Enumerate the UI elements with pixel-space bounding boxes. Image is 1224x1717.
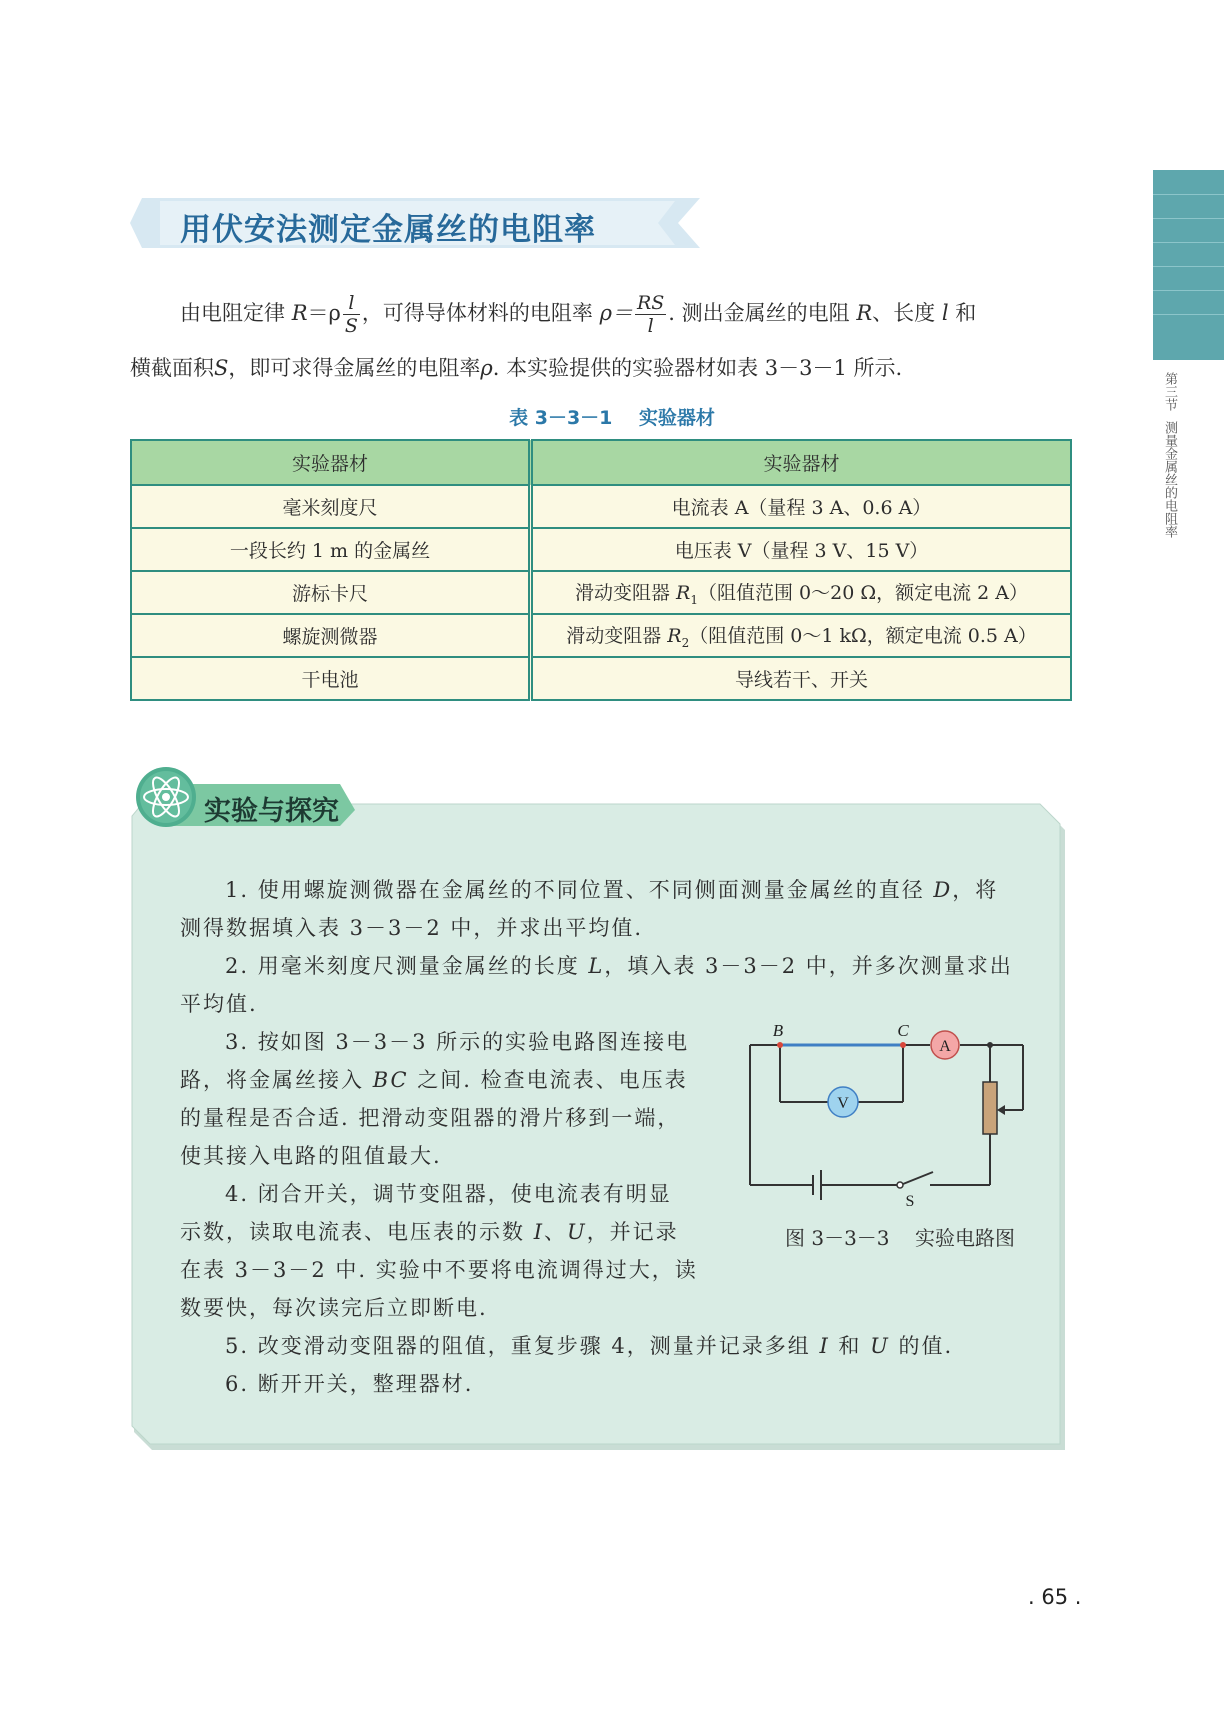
voltmeter-label: V	[837, 1095, 849, 1112]
node-label-B: B	[772, 1021, 784, 1040]
step-4-line-1: 4. 闭合开关，调节变阻器，使电流表有明显	[225, 1182, 672, 1206]
step-2-line-1: 2. 用毫米刻度尺测量金属丝的长度 L，填入表 3－3－2 中，并多次测量求出	[225, 954, 1013, 978]
ammeter-label: A	[939, 1038, 951, 1055]
table-row	[131, 528, 1071, 571]
table-header-cell: 实验器材	[531, 440, 1072, 485]
table-header-row	[131, 440, 1071, 485]
equipment-table	[130, 439, 1072, 701]
side-tab-text	[1157, 372, 1181, 538]
step-3-line-4: 使其接入电路的阻值最大.	[180, 1144, 442, 1168]
step-6: 6. 断开开关，整理器材.	[225, 1372, 474, 1396]
intro-line-1: 由电阻定律 R＝ρ $\frac{l}{S}$ ，可得导体材料的电阻率 ρ＝ $\frac{RS}{l}$ . 测出金属丝的电阻 R、长度 l 和	[180, 292, 977, 337]
table-cell: 一段长约 1 m 的金属丝	[131, 528, 531, 571]
step-4-line-3: 在表 3－3－2 中. 实验中不要将电流调得过大，读	[180, 1258, 698, 1282]
figure-caption: 图 3－3－3 实验电路图	[785, 1226, 1015, 1250]
page-title: 用伏安法测定金属丝的电阻率	[180, 212, 596, 248]
table-cell: 螺旋测微器	[131, 614, 531, 657]
circuit-diagram	[745, 1020, 1030, 1210]
table-cell: 毫米刻度尺	[131, 485, 531, 528]
side-section-label: 第三节	[1162, 372, 1177, 411]
table-row	[131, 571, 1071, 614]
step-3-line-1: 3. 按如图 3－3－3 所示的实验电路图连接电	[225, 1030, 690, 1054]
table-cell: 游标卡尺	[131, 571, 531, 614]
step-1-line-2: 测得数据填入表 3－3－2 中，并求出平均值.	[180, 916, 644, 940]
experiment-badge-label: 实验与探究	[204, 796, 339, 827]
step-2-line-2: 平均值.	[180, 992, 258, 1016]
step-4-line-4: 数要快，每次读完后立即断电.	[180, 1296, 488, 1320]
intro-line-2: 横截面积S，即可求得金属丝的电阻率ρ. 本实验提供的实验器材如表 3－3－1 所示.	[130, 356, 903, 380]
step-4-line-2: 示数，读取电流表、电压表的示数 I、U，并记录	[180, 1220, 679, 1244]
table-cell: 电压表 V（量程 3 V、15 V）	[531, 528, 1072, 571]
table-cell: 滑动变阻器 $R_2$（阻值范围 0～1 kΩ，额定电流 0.5 A）	[531, 614, 1072, 657]
fraction-l-over-S: $\frac{l}{S}$	[344, 292, 358, 337]
table-row	[131, 657, 1071, 700]
table-caption: 表 3－3－1 实验器材	[509, 407, 715, 429]
table-row	[131, 614, 1071, 657]
table-cell: 导线若干、开关	[531, 657, 1072, 700]
table-cell: 干电池	[131, 657, 531, 700]
side-topic-label: 测量金属丝的电阻率	[1162, 421, 1177, 538]
chapter-side-tab	[1153, 170, 1224, 360]
fraction-RS-over-l: $\frac{RS}{l}$	[636, 292, 665, 337]
step-3-line-3: 的量程是否合适. 把滑动变阻器的滑片移到一端，	[180, 1106, 681, 1130]
step-3-line-2: 路，将金属丝接入 BC 之间. 检查电流表、电压表	[180, 1068, 688, 1092]
switch-label: S	[905, 1193, 915, 1210]
step-5: 5. 改变滑动变阻器的阻值，重复步骤 4，测量并记录多组 I 和 U 的值.	[225, 1334, 954, 1358]
atom-icon	[135, 766, 197, 828]
table-header-cell: 实验器材	[131, 440, 531, 485]
step-1-line-1: 1. 使用螺旋测微器在金属丝的不同位置、不同侧面测量金属丝的直径 D，将	[225, 878, 999, 902]
page-number: . 65 .	[1028, 1585, 1082, 1609]
table-row	[131, 485, 1071, 528]
table-cell: 滑动变阻器 $R_1$（阻值范围 0～20 Ω，额定电流 2 A）	[531, 571, 1072, 614]
node-label-C: C	[897, 1021, 909, 1040]
table-cell: 电流表 A（量程 3 A、0.6 A）	[531, 485, 1072, 528]
